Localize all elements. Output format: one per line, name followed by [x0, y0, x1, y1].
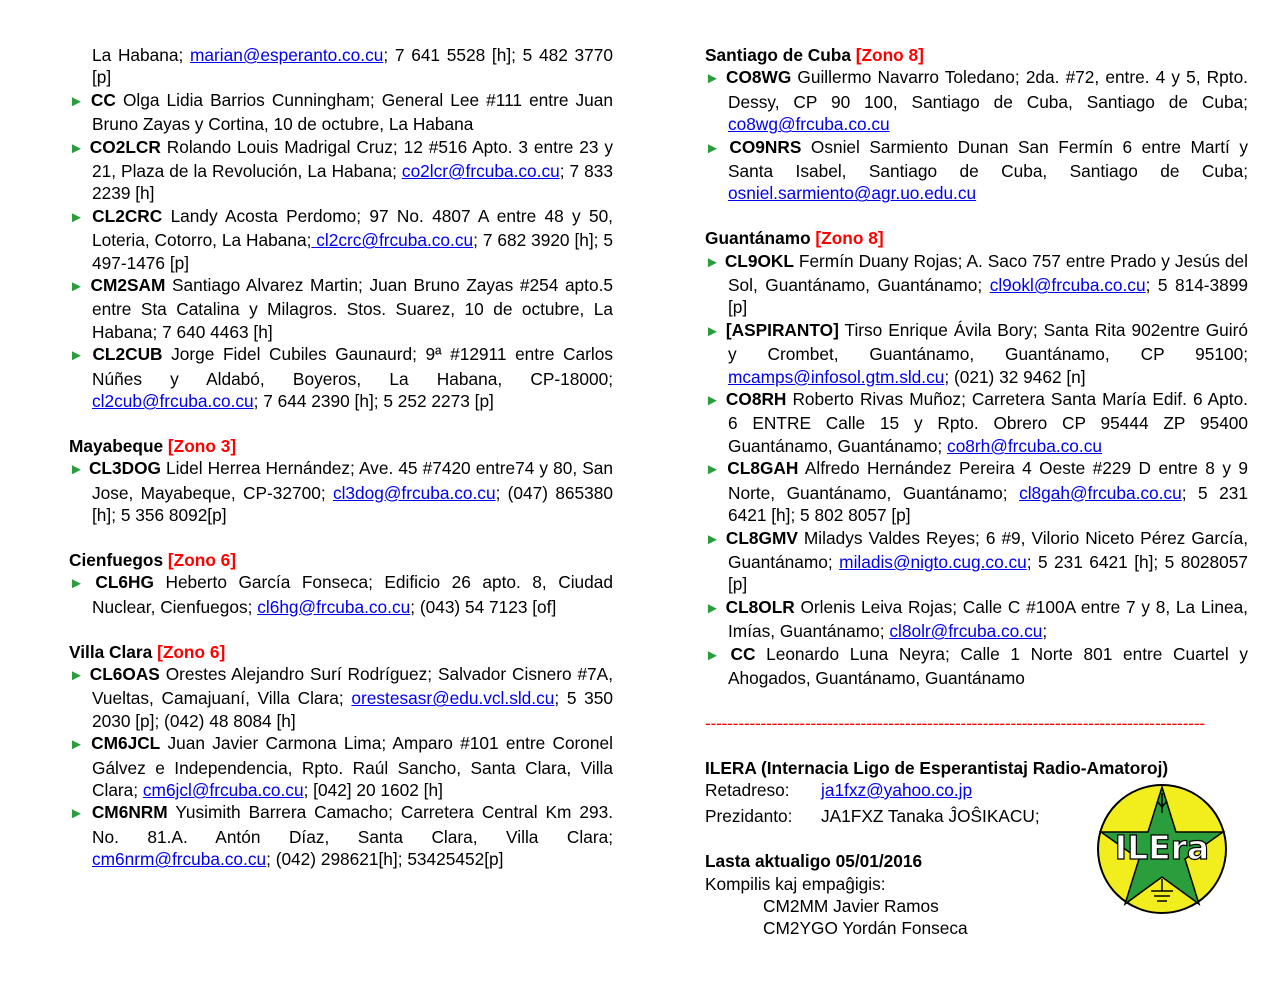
entry-text: Yusimith Barrera Camacho; Carretera Central Km 293. No. 81.A. Antón Díaz, Santa Clara, Villa Clara;: [92, 802, 613, 847]
province-name: Guantánamo: [705, 228, 816, 249]
ilera-logo: [1095, 779, 1230, 929]
list-item: [69, 663, 613, 732]
entry-text: Miladys Valdes Reyes; 6 #9, Vilorio Niceto Pérez García, Guantánamo;: [728, 527, 1248, 572]
entry-contact: ;: [1042, 621, 1048, 642]
entry-contact: ; (043) 54 7123 [of]: [410, 596, 557, 617]
entry-contact: ; 7 682 3920 [h]; 5 497-1476 [p]: [92, 230, 614, 273]
call-sign: CC: [730, 643, 756, 664]
zone-label: [Zono 6]: [167, 549, 237, 570]
president-value: JA1FXZ Tanaka ĴOŜIKACU;: [821, 806, 1040, 827]
compiled-label: Kompilis kaj empaĝigis:: [705, 873, 886, 894]
list-item: [69, 801, 613, 870]
arrow-icon: ►: [69, 805, 84, 823]
list-item: [69, 136, 613, 205]
province-name: Villa Clara: [69, 641, 158, 662]
entry-text: Jorge Fidel Cubiles Gaunaurd; 9ª #12911 entre Carlos Núñes y Aldabó, Boyeros, La Habana, CP-18000;: [92, 344, 613, 389]
entry-text: Juan Javier Carmona Lima; Amparo #101 entre Coronel Gálvez e Independencia, Rpto. Raúl Sancho, Santa Clara, Villa Clara;: [92, 733, 613, 800]
section-heading: [705, 44, 1248, 66]
call-sign: CL3DOG: [88, 458, 161, 479]
arrow-icon: ►: [69, 139, 84, 157]
entry-text: Leonardo Luna Neyra; Calle 1 Norte 801 entre Cuartel y Ahogados, Guantánamo, Guantánamo: [728, 643, 1248, 688]
call-sign: CL6OAS: [89, 663, 160, 684]
list-item: [705, 319, 1248, 388]
list-item: [705, 136, 1248, 205]
email-link[interactable]: cl2crc@frcuba.co.cu: [311, 230, 474, 251]
entry-text: Lidel Herrea Hernández; Ave. 45 #7420 entre74 y 80, San Jose, Mayabeque, CP-32700;: [92, 458, 613, 503]
entry-text: Osniel Sarmiento Dunan San Fermín 6 entre Martí y Santa Isabel, Santiago de Cuba, Santiago de Cuba;: [728, 136, 1248, 182]
arrow-icon: ►: [69, 278, 84, 296]
list-item: [705, 250, 1248, 319]
ilera-email-link[interactable]: ja1fxz@yahoo.co.jp: [821, 779, 973, 800]
email-link[interactable]: co8wg@frcuba.co.cu: [728, 114, 890, 135]
entry-text: Santiago Alvarez Martin; Juan Bruno Zayas #254 apto.5 entre Sta Catalina y Milagros. Stos. Suarez, 10 de octubre, La Habana; 7 640 4463 [h]: [92, 275, 613, 342]
call-sign: CL8GAH: [727, 458, 799, 479]
arrow-icon: ►: [705, 461, 720, 479]
arrow-icon: ►: [705, 599, 720, 617]
arrow-icon: ►: [705, 322, 720, 340]
divider: ------------------------------------------------------------------------------------------: [705, 712, 1205, 733]
call-sign: CL2CUB: [92, 344, 163, 365]
zone-label: [Zono 3]: [167, 435, 237, 456]
arrow-icon: ►: [69, 208, 84, 226]
arrow-icon: ►: [705, 646, 720, 664]
email-link[interactable]: cl3dog@frcuba.co.cu: [332, 482, 496, 503]
entry-contact: ; 5 231 6421 [h]; 5 8028057 [p]: [728, 551, 1248, 595]
email-link[interactable]: miladis@nigto.cug.co.cu: [839, 551, 1027, 572]
zone-label: [Zono 6]: [157, 641, 226, 662]
email-link[interactable]: marian@esperanto.co.cu: [190, 45, 384, 65]
call-sign: CL9OKL: [724, 250, 794, 271]
president-label: Prezidanto:: [705, 806, 793, 827]
arrow-icon: ►: [69, 736, 84, 754]
email-link[interactable]: cl8olr@frcuba.co.cu: [889, 621, 1043, 642]
last-updated: Lasta aktualigo 05/01/2016: [705, 851, 923, 872]
entry-contact: ; 5 350 2030 [p]; (042) 48 8084 [h]: [92, 688, 613, 731]
list-item: [705, 457, 1248, 526]
entry-text: Landy Acosta Perdomo; 97 No. 4807 A entre 48 y 50, Loteria, Cotorro, La Habana;: [92, 205, 613, 251]
entry-contact: ; [042] 20 1602 [h]: [303, 779, 443, 800]
list-item: [69, 343, 613, 412]
call-sign: [ASPIRANTO]: [725, 319, 839, 340]
province-name: Cienfuegos: [69, 549, 168, 570]
entry-text: Heberto García Fonseca; Edificio 26 apto. 8, Ciudad Nuclear, Cienfuegos;: [92, 572, 613, 617]
entry-contact: ; 5 231 6421 [h]; 5 802 8057 [p]: [728, 482, 1248, 526]
call-sign: CM2SAM: [90, 275, 166, 296]
left-column: [69, 44, 613, 871]
arrow-icon: ►: [69, 575, 84, 593]
email-link[interactable]: cm6nrm@frcuba.co.cu: [92, 849, 267, 870]
province-name: Mayabeque: [69, 435, 168, 456]
entry-text: Tirso Enrique Ávila Bory; Santa Rita 902entre Guiró y Crombet, Guantánamo, Guantánamo, CP 95100;: [728, 319, 1248, 365]
arrow-icon: ►: [705, 392, 720, 410]
email-link[interactable]: osniel.sarmiento@agr.uo.edu.cu: [728, 183, 977, 204]
list-item: [69, 205, 613, 274]
right-sections: [705, 44, 1248, 689]
list-item: [705, 596, 1248, 643]
entry-text: Olga Lidia Barrios Cunningham; General Lee #111 entre Juan Bruno Zayas y Cortina, 10 de octubre, La Habana: [92, 89, 613, 135]
call-sign: CO8WG: [725, 67, 792, 88]
list-item: [705, 66, 1248, 135]
list-item: [705, 388, 1248, 457]
entry-contact: ; (021) 32 9462 [n]: [944, 366, 1086, 387]
call-sign: CM6JCL: [91, 733, 161, 754]
entry-contact: ; 5 814-3899 [p]: [728, 275, 1249, 318]
arrow-icon: ►: [69, 347, 84, 365]
call-sign: CO2LCR: [89, 136, 161, 157]
section-heading: [69, 435, 613, 457]
section-heading: [69, 641, 613, 663]
arrow-icon: ►: [69, 92, 84, 110]
email-link[interactable]: mcamps@infosol.gtm.sld.cu: [728, 366, 945, 387]
list-item: [705, 527, 1248, 596]
list-item: [69, 732, 613, 801]
entry-text: Roberto Rivas Muñoz; Carretera Santa María Edif. 6 Apto. 6 ENTRE Calle 15 y Rpto. Obrero CP 95444 ZP 95400 Guantánamo, Guantánamo;: [728, 389, 1248, 456]
list-item: [69, 571, 613, 618]
email-link[interactable]: co2lcr@frcuba.co.cu: [401, 161, 560, 182]
province-name: Santiago de Cuba: [705, 45, 856, 65]
list-item: [705, 643, 1248, 690]
logo-text: ILEra: [1114, 828, 1210, 867]
list-item: [69, 274, 613, 343]
list-item: [69, 457, 613, 526]
email-link[interactable]: cl9okl@frcuba.co.cu: [989, 275, 1146, 296]
call-sign: CL8OLR: [725, 596, 795, 617]
call-sign: CO9NRS: [729, 136, 802, 157]
email-link[interactable]: cl6hg@frcuba.co.cu: [257, 596, 411, 617]
left-sections: [69, 435, 613, 871]
email-link[interactable]: cm6jcl@frcuba.co.cu: [142, 779, 304, 800]
havana-entries: [69, 89, 613, 413]
list-item: [69, 89, 613, 136]
entry-text: Orestes Alejandro Surí Rodríguez; Salvador Cisnero #7A, Vueltas, Camajuaní, Villa Clara;: [92, 663, 613, 709]
email-link[interactable]: cl2cub@frcuba.co.cu: [92, 391, 254, 412]
entry-text: Fermín Duany Rojas; A. Saco 757 entre Prado y Jesús del Sol, Guantánamo, Guantánamo;: [728, 250, 1248, 296]
entry-text: Guillermo Navarro Toledano; 2da. #72, entre. 4 y 5, Rpto. Dessy, CP 90 100, Santiago de Cuba, Santiago de Cuba;: [728, 67, 1248, 112]
entry-contact: ; (042) 298621[h]; 53425452[p]: [266, 849, 504, 870]
compiler-1: CM2MM Javier Ramos: [763, 895, 939, 916]
entry-text: Alfredo Hernández Pereira 4 Oeste #229 D entre 8 y 9 Norte, Guantánamo, Guantánamo;: [728, 458, 1248, 503]
call-sign: CC: [90, 89, 116, 110]
call-sign: CO8RH: [725, 389, 787, 410]
arrow-icon: ►: [69, 461, 84, 479]
arrow-icon: ►: [705, 253, 720, 271]
ilera-title: ILERA (Internacia Ligo de Esperantistaj Radio-Amatoroj): [705, 757, 1169, 778]
entry-contact: ; 7 833 2239 [h]: [92, 161, 613, 204]
call-sign: CL8GMV: [725, 527, 798, 548]
entry-contact: ; 7 644 2390 [h]; 5 252 2273 [p]: [253, 391, 494, 412]
zone-label: [Zono 8]: [815, 228, 884, 249]
entry-contact: ; (047) 865380 [h]; 5 356 8092[p]: [92, 482, 613, 526]
arrow-icon: ►: [705, 139, 720, 157]
arrow-icon: ►: [705, 70, 720, 88]
section-heading: [69, 549, 613, 571]
compiler-2: CM2YGO Yordán Fonseca: [763, 918, 968, 939]
email-link[interactable]: orestesasr@edu.vcl.sld.cu: [351, 688, 555, 709]
entry-text: Rolando Louis Madrigal Cruz; 12 #516 Apto. 3 entre 23 y 21, Plaza de la Revolución, La Habana;: [92, 136, 613, 182]
email-link[interactable]: co8rh@frcuba.co.cu: [947, 435, 1102, 456]
email-link[interactable]: cl8gah@frcuba.co.cu: [1019, 482, 1182, 503]
section-heading: [705, 227, 1248, 249]
arrow-icon: ►: [705, 530, 720, 548]
zone-label: [Zono 8]: [855, 45, 924, 65]
call-sign: CM6NRM: [91, 802, 168, 823]
entry-text: Orlenis Leiva Rojas; Calle C #100A entre 7 y 8, La Linea, Imías, Guantánamo;: [728, 596, 1248, 642]
continued-entry: La Habana; marian@esperanto.co.cu; 7 641 5528 [h]; 5 482 3770 [p]: [92, 45, 614, 88]
call-sign: CL6HG: [95, 572, 154, 593]
call-sign: CL2CRC: [92, 205, 163, 226]
address-label: Retadreso:: [705, 779, 790, 800]
arrow-icon: ►: [69, 666, 84, 684]
